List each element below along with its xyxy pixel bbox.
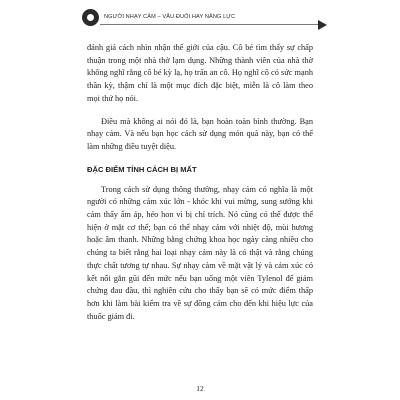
page-number: 12	[196, 384, 204, 393]
header-rule	[100, 24, 322, 25]
running-title: NGƯỜI NHẠY CẢM – VẪU ĐUỐI HAY NĂNG LỰC	[104, 14, 236, 20]
body-paragraph-2: Điều mà không ai nói đó là, bạn hoàn toàn bình thường. Bạn nhạy cảm. Và nếu bạn học cách sử dụng món quà này, bạn có thể làm những điều tuyệt diệu.	[87, 116, 313, 151]
running-header	[0, 4, 400, 34]
section-heading: ĐẶC ĐIỂM TÍNH CÁCH BỊ MẤT	[87, 164, 197, 174]
header-arrow-icon	[318, 20, 327, 30]
page-body	[87, 42, 313, 333]
header-badge-icon	[82, 9, 99, 26]
body-paragraph-1: đánh giá cách nhìn nhận thế giới của cậu. Cô bé tìm thấy sự chấp thuận trong một nhà thờ lạm dụng. Những thành viên của nhà thờ không nghĩ rằng cô bé kỳ lạ, họ trấn an cô. Họ nghĩ cô có sức mạnh thần kỳ, thậm chí là một mục đích đặc biệt, miễn là cô làm theo mọi thứ họ nói.	[87, 43, 313, 103]
body-paragraph-3: Trong cách sử dụng thông thường, nhạy cảm có nghĩa là một người có những cảm xúc lớn - khóc khi vui mừng, sung sướng khi cảm thấy ấm áp, héo hon vì bị chỉ trích. Nó cũng có thể được thể hiện ở mặt cơ thể; bạn có thể nhạy cảm với nhiệt độ, mùi hương hoặc âm thanh. Những bằng chứng khoa học ngày càng nhiều cho chúng ta biết rằng hai loại nhạy cảm này là có thật và rằng chúng thực chất tương tự nhau. Sự nhạy cảm về mặt vật lý và cảm xúc có kết nối gắn gũi đến mức nếu bạn uống một viên Tylenol để giảm chứng đau đầu, thì nghiên cứu cho thấy bạn sẽ có mức điểm thấp hơn khi làm bài kiểm tra về sự đồng cảm cho đến khi hiệu lực của thuốc giảm đi.	[87, 184, 313, 321]
